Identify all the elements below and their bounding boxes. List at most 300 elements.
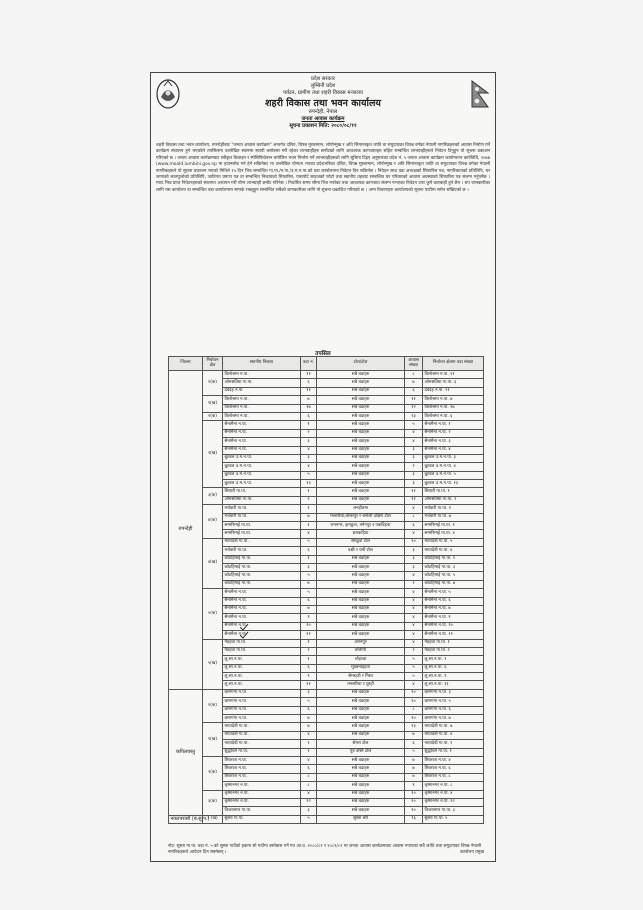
count-cell: १२ [405,404,423,412]
tole-cell: सबै वडाहरु [317,723,405,731]
local-body-cell: बाणगंगा न.पा. [223,689,301,697]
summary-cell: बुटवल उ.म.न.पा. १३ [423,480,484,488]
header-line-1: प्रदेश सरकार [311,76,335,82]
constituency-cell: १(क) [203,371,223,396]
tole-cell: सबै वडाहरु [317,790,405,798]
tole-cell: सबै वडाहरु [317,622,405,630]
tole-cell: जनहीतमा [317,505,405,513]
ward-no-cell: ५ [301,589,317,597]
ward-no-cell: ४ [301,463,317,471]
count-cell: ४ [405,505,423,513]
summary-cell: सैनामैना न.पा. ६ [423,597,484,605]
local-body-cell: शिवराज न.पा. [223,765,301,773]
ward-no-cell: १ [301,639,317,647]
tole-cell: संगढुवा टोल [317,538,405,546]
count-cell: ६ [405,387,423,395]
summary-cell: ओमसतिया गा.पा. २ [423,496,484,504]
ward-no-cell: ४ [301,790,317,798]
summary-cell: गैडहवा गा.पा. २ [423,647,484,655]
tole-cell: सबै वडाहरु [317,756,405,764]
summary-cell: बाणगंगा न.पा. ३ [423,689,484,697]
local-body-cell: सैनामैना न.पा. [223,446,301,454]
count-cell: ४ [405,572,423,580]
table-row [169,589,484,597]
summary-cell: देवदह न.पा. ११ [423,387,484,395]
ward-no-cell: ४ [301,731,317,739]
tole-cell: सबै वडाहरु [317,563,405,571]
local-body-cell: कृष्णनगर न.पा. [223,782,301,790]
tole-cell: सबै वडाहरु [317,782,405,790]
constituency-cell: २(ख) [203,421,223,488]
col-count: आवास संख्या [405,357,423,371]
tole-cell: लोहरडा [317,656,405,664]
count-cell: ४ [405,597,423,605]
constituency-cell: १(क) [203,689,223,723]
summary-cell: मायादेवी गा.पा. ४ [423,731,484,739]
count-cell: ४ [405,438,423,446]
local-body-cell: मायादेवी गा.पा. [223,723,301,731]
count-cell: ३ [405,454,423,462]
count-cell: ११ [405,496,423,504]
local-body-cell: तिलोत्तमा न.पा. [223,412,301,420]
summary-cell: सियारी गा.पा. १ [423,488,484,496]
count-cell: ३ [405,563,423,571]
local-body-cell: मर्चवारी गा.पा. [223,505,301,513]
district-cell: रुपन्देही [169,371,203,690]
table-row [169,421,484,429]
summary-cell: बुटवल उ.म.न.पा. ३ [423,454,484,462]
notice-date: सूचना प्रकाशन मिति: २०८०/०८/११ [289,123,357,130]
summary-cell: कृष्णनगर न.पा. १२ [423,798,484,806]
tole-cell: सबै वडाहरु [317,689,405,697]
ward-no-cell: ७ [301,723,317,731]
tole-cell: सबै वडाहरु [317,706,405,714]
summary-cell: कृष्णनगर न.पा. ८ [423,782,484,790]
table-header-row [169,357,484,371]
ward-no-cell: १ [301,421,317,429]
summary-cell: सैनामैना न.पा. ३ [423,438,484,446]
tole-cell: सबै वडाहरु [317,454,405,462]
ward-no-cell: २ [301,496,317,504]
ward-no-cell: ६ [301,664,317,672]
count-cell: ८ [405,513,423,521]
summary-cell: लु.सा.न.पा. १ [423,656,484,664]
summary-cell: तिलोत्तमा न.पा. ६ [423,412,484,420]
ward-no-cell: १२ [301,798,317,806]
tole-cell: सबै वडाहरु [317,371,405,379]
local-body-cell: सम्मरिमाई गा.पा. [223,530,301,538]
local-body-cell: कृष्णनगर न.पा. [223,798,301,806]
count-cell: ७ [405,765,423,773]
local-body-cell: तिलोत्तमा न.पा. [223,371,301,379]
col-district: जिल्ला [169,357,203,371]
tole-cell: सबै वडाहरु [317,580,405,588]
tole-cell: सबै वडाहरु [317,480,405,488]
summary-cell: मर्चवारी गा.पा. १ [423,505,484,513]
summary-cell: सम्मरिमाई गा.पा. १ [423,522,484,530]
district-cell: कपिलवस्तु [169,689,203,815]
count-cell: ५ [405,656,423,664]
tole-cell: सबै वडाहरु [317,605,405,613]
count-cell: ११ [405,396,423,404]
tole-cell: मल्लरिया,बीरसपुर र बनौली दक्षिण टोल [317,513,405,521]
count-cell: ५ [405,673,423,681]
tole-cell: मनसरिया र धुरही [317,681,405,689]
ward-no-cell: ८ [301,773,317,781]
count-cell: १० [405,807,423,815]
count-cell: ३ [405,547,423,555]
summary-cell: मायादेवी गा.पा. ५ [423,538,484,546]
tole-cell: दक्षी र धनी टोल [317,547,405,555]
local-body-cell: बुटवल उ.म.न.पा. [223,480,301,488]
local-body-cell: गैडहवा गा.पा. [223,639,301,647]
count-cell: ४ [405,681,423,689]
summary-cell: सैनामैना न.पा. ९ [423,614,484,622]
summary-cell: सैनामैना न.पा. १ [423,421,484,429]
count-cell: ३ [405,471,423,479]
count-cell: ९ [405,782,423,790]
ward-no-cell: ११ [301,631,317,639]
local-body-cell: तिलोत्तमा न.पा. [223,404,301,412]
header-line-5: रुपन्देही, नेपाल [308,108,338,115]
ward-no-cell: १ [301,505,317,513]
checkmark-icon [239,623,249,631]
checkmark-icon [239,631,249,639]
local-body-cell: गैडहवा गा.पा. [223,647,301,655]
summary-cell: बुटवल उ.म.न.पा. ५ [423,471,484,479]
count-cell: ७ [405,731,423,739]
ward-no-cell: ३ [301,689,317,697]
tole-cell: सबै वडाहरु [317,698,405,706]
tole-cell: रामनगर, झगडुवा, मनेगपुर र पकडिहवा [317,522,405,530]
local-body-cell: सम्मरिमाई गा.पा. [223,522,301,530]
local-body-cell: लु.सा.न.पा. [223,664,301,672]
beneficiary-table [168,356,484,824]
tole-cell: सेमरा टोल [317,740,405,748]
col-ward-no: वडा नं. [301,357,317,371]
local-body-cell: बुटवल उ.म.न.पा. [223,463,301,471]
ward-no-cell: ४ [301,756,317,764]
tole-cell: सबै वडाहरु [317,589,405,597]
ward-no-cell: ९ [301,614,317,622]
ward-no-cell: ११ [301,681,317,689]
summary-cell: मायादेवी गा.पा. ७ [423,723,484,731]
ward-no-cell: २ [301,429,317,437]
table-row [169,723,484,731]
count-cell: ८ [405,706,423,714]
summary-cell: तिलोत्तमा न.पा. ७ [423,396,484,404]
table-row [169,538,484,546]
count-cell: ४ [405,429,423,437]
footer-note [168,844,484,856]
summary-cell: शिवराज न.पा. ६ [423,765,484,773]
summary-cell: सैनामैना न.पा. ४ [423,446,484,454]
summary-cell: मायादेवी गा.पा. १ [423,740,484,748]
intro-paragraph: शहरी विकास तथा भवन कार्यालय, रुपन्देहीबाट "जनता आवास कार्यक्रम" अन्तर्गत दलित, विपन्न मुसलमान, लोपोन्मुख र अति सिमान्तकृत जाति वा समुदायका विपन्न वर्गका नेपाली नागरिकहरुको आवास निर्माण गर्ने कार्यक्रम संचालन हुने भएकोले तपसिलमा उल्लेखित स्थानमा स्थायी बसोबास गरी रहेका लाभग्राहीहरु छनौटको लागि आवश्यक कागजातहरु सहित सम्बन्धित लाभग्राहीहरुले निवेदन दिनुहुन यो सूचना प्रकाशन गरिएको छ । जनता आवास कार्यक्रमबाट स्वीकृत डिजाइन र स्पेसिफिकेसन बमोजिम भवन निर्माण गर्ने लाभग्राहीहरुको लागि सूचिमा दिइए अनुसारका प्रदेश नं. ५ जनता आवास कार्यक्रम कार्यान्वयन कार्यविधि, २०७७ (www.moald.lumbini.gov.np मा हाउनलोड गर्न हेर्न सकिनेछ) मा उल्लेखित योग्यता भएका प्रदेशभरिका दलित, विपन्न मुसलमान, लोपोन्मुख र अति सिमान्तकृत जाति वा समुदायका विपन्न वर्गका नेपाली नागरिकहरुले यो सूचना प्रकाशन भएको मितिले १५ दिन भित्र सम्बन्धित गा.पा./न.पा./उ.म.न.पा.को वडा कार्यालयमा निवेदन दिन सकिनेछ । निवेदन साथ वडा अध्यक्षको सिफारिस पत्र, नागरिकताको प्रतिलिपि, घर जग्गाको लालपुर्जाको प्रतिलिपि, जातिगत प्रमाण पत्र वा सम्बन्धित निकायको सिफारिस, पासपोर्ट साइजको फोटो तथा स्थानीय तहबाट सम्बन्धित घर परिवारको आवास अवस्थाको सिफारिस पत्र संलग्न गर्नुपर्नेछ । म्याद भित्र प्राप्त निवेदनहरुको स्थलगत अध्ययन गरी योग्य लाभग्राही छनौट गरिनेछ । निर्धारित समय सीमा भित्र नपरेका तथा आवश्यक कागजात संलग्न नभएका निवेदन उपर कुनै कारबाही हुने छैन । थप जानकारीका लागि यस कार्यालय वा सम्बन्धित वडा कार्यालयमा सम्पर्क राख्नुहुन सम्बन्धित सबैको जानकारीका लागि यो सूचना प्रकाशित गरिएको छ । अन्य विवरणहरु कार्यालयको सूचना पाटीमा समेत राखिएको छ । [156,143,490,193]
summary-cell: लु.सा.न.पा. ११ [423,681,484,689]
summary-cell: बाणगंगा न.पा. ५ [423,698,484,706]
tole-cell: छपकहिया [317,530,405,538]
summary-cell: कोटहिमाई गा.पा. ३ [423,563,484,571]
tole-cell: मुडबनाइहवा [317,664,405,672]
table-row [169,396,484,404]
ward-no-cell: ६ [301,412,317,420]
local-body-cell: मर्चवारी गा.पा. [223,547,301,555]
constituency-cell: २(क) [203,756,223,790]
table-row [169,790,484,798]
constituency-cell: १(ख) [203,396,223,413]
table-row [169,689,484,697]
summary-cell: मायादेवी गा.पा. ६ [423,547,484,555]
tole-cell: सबै वडाहरु [317,429,405,437]
tole-cell: सबै वडाहरु [317,807,405,815]
local-body-cell: सैनामैना न.पा. [223,622,301,630]
count-cell: ४ [405,639,423,647]
ward-no-cell: ३ [301,454,317,462]
footer-note-text: नोट: सुस्ता गा.पा. वडा नं. ५ को सुस्ता गाउँको हकमा सो गाउँमा बसोबास गर्ने गत आ.व. २०८०/८१ र २०८१/८२ मा जनता आवास कार्यक्रमबाट आवास नपाएका सबै जाति तथा समुदायका विपन्न नेपाली नागरिकहरुले आवेदन दिन सक्नेछन् । [168,844,482,855]
local-body-cell: सुस्ता गा.पा. [223,815,301,823]
ward-no-cell: ५ [301,538,317,546]
local-body-cell: मायादेवी गा.पा. [223,740,301,748]
local-body-cell: सैनामैना न.पा. [223,605,301,613]
count-cell: ८ [405,371,423,379]
ward-no-cell: ६ [301,706,317,714]
ward-no-cell: ७ [301,580,317,588]
summary-cell: सैनामैना न.पा. ७ [423,605,484,613]
district-cell: नवलपरासी (ब.सु.प.) [170,815,210,822]
count-cell: २ [405,647,423,655]
tole-cell: सबै वडाहरु [317,798,405,806]
summary-cell: गैडहवा गा.पा. १ [423,639,484,647]
count-cell: ४ [405,622,423,630]
local-body-cell: कोटहिमाई गा.पा. [223,555,301,563]
ward-no-cell: १ [301,488,317,496]
tole-cell: सबै वडाहरु [317,438,405,446]
summary-cell: शिवराज न.पा. ८ [423,773,484,781]
constituency-cell: ३(क) [203,488,223,505]
ward-no-cell: ७ [301,715,317,723]
ward-no-cell: १० [301,622,317,630]
col-summary: निर्वाचन क्षेत्रमा वडा संख्या [423,357,484,371]
summary-cell: सम्मरिमाई गा.पा. ४ [423,530,484,538]
local-body-cell: मर्चवारी गा.पा. [223,513,301,521]
tole-cell: सबै वडाहरु [317,404,405,412]
tole-cell: सबै वडाहरु [317,471,405,479]
tole-cell: सबै वडाहरु [317,731,405,739]
local-body-cell: बुटवल उ.म.न.पा. [223,454,301,462]
count-cell: ११ [405,488,423,496]
header-line-3: पर्यटन, ग्रामीण तथा शहरी विकास मन्त्रालय [283,90,363,97]
summary-cell: सैनामैना न.पा. २ [423,429,484,437]
tole-cell: सबै वडाहरु [317,773,405,781]
local-body-cell: सैनामैना न.पा. [223,421,301,429]
local-body-cell: ओमसतिया गा.पा. [223,379,301,387]
summary-cell: बाणगंगा न.पा. ६ [423,706,484,714]
local-body-cell: देवदह न.पा. [223,387,301,395]
count-cell: ७ [405,773,423,781]
summary-cell: मर्चवारी गा.पा. ७ [423,513,484,521]
tole-cell: सबै वडाहरु [317,496,405,504]
count-cell: ६ [405,740,423,748]
summary-cell: विजयनगर गा.पा. ३ [423,807,484,815]
count-cell: ७ [405,756,423,764]
summary-cell: तिलोत्तमा न.पा. १७ [423,404,484,412]
summary-cell: सुस्ता गा.पा. ५ [423,815,484,823]
ward-no-cell: ९ [301,673,317,681]
signature-label: कार्यालय प्रमुख [460,850,484,855]
tole-cell: सबै वडाहरु [317,765,405,773]
local-body-cell: ओमसतिया गा.पा. [223,496,301,504]
constituency-cell: ३(क) [203,790,223,815]
summary-cell: शिवराज न.पा. ४ [423,756,484,764]
local-body-cell: विजयनगर गा.पा. [223,807,301,815]
tole-cell: सबै वडाहरु [317,631,405,639]
ward-no-cell: १७ [301,404,317,412]
ward-no-cell: २ [301,647,317,655]
col-local-body: स्थानीय निकाय [223,357,301,371]
local-body-cell: सियारी गा.पा. [223,488,301,496]
tole-cell: अगनपुर [317,639,405,647]
count-cell: १६ [405,815,423,823]
table-row [169,756,484,764]
ward-no-cell: १ [301,740,317,748]
summary-cell: लु.सा.न.पा. ६ [423,664,484,672]
local-body-cell: कोटहिमाई गा.पा. [223,572,301,580]
local-body-cell: कोटहिमाई गा.पा. [223,580,301,588]
local-body-cell: सैनामैना न.पा. [223,589,301,597]
ward-no-cell: ११ [301,371,317,379]
count-cell: ५ [405,421,423,429]
table-row [169,371,484,379]
tole-cell: सबै वडाहरु [317,463,405,471]
summary-cell: बुटवल उ.म.न.पा. ४ [423,463,484,471]
local-body-cell: मायादेवी गा.पा. [223,538,301,546]
ward-no-cell: १ [301,555,317,563]
constituency-cell: २(क) [203,412,223,420]
local-body-cell: सैनामैना न.पा. [223,597,301,605]
ward-no-cell: ३ [301,807,317,815]
summary-cell: सैनामैना न.पा. १० [423,622,484,630]
count-cell: १० [405,538,423,546]
ward-no-cell: ५ [301,698,317,706]
tole-cell: सबै वडाहरु [317,446,405,454]
letterhead [151,76,495,130]
constituency-cell: ४(ख) [203,538,223,588]
ward-no-cell: १३ [301,480,317,488]
ward-no-cell: ५ [301,572,317,580]
count-cell: ४ [405,530,423,538]
summary-cell: सैनामैना न.पा. ५ [423,589,484,597]
local-body-cell: सैनामैना न.पा. [223,438,301,446]
summary-cell: कोटहिमाई गा.पा. १ [423,555,484,563]
header-line-2: लुम्बिनी प्रदेश [310,83,336,90]
tole-cell: तोलीपी [317,647,405,655]
col-constituency: निर्वाचन क्षेत्र [203,357,223,371]
tole-cell: सबै वडाहरु [317,555,405,563]
count-cell: १० [405,715,423,723]
count-cell: ३ [405,446,423,454]
count-cell: ६ [405,522,423,530]
tole-cell: सबै वडाहरु [317,379,405,387]
summary-cell: शुद्धोधन गा.पा. १ [423,748,484,756]
ward-no-cell: ३ [301,563,317,571]
local-body-cell: कृष्णनगर न.पा. [223,790,301,798]
tole-cell: सबै वडाहरु [317,421,405,429]
table-row [169,412,484,420]
table-row [169,488,484,496]
summary-cell: सैनामैना न.पा. ११ [423,631,484,639]
count-cell: ७ [405,379,423,387]
tole-cell: सबै वडाहरु [317,614,405,622]
constituency-cell: १ (ख) [203,815,223,823]
count-cell: २ [405,580,423,588]
ward-no-cell: ७ [301,513,317,521]
ward-no-cell: ६ [301,597,317,605]
tole-cell: सबै वडाहरु [317,396,405,404]
count-cell: ४ [405,614,423,622]
local-body-cell: बाणगंगा न.पा. [223,706,301,714]
tole-cell: सबै वडाहरु [317,597,405,605]
local-body-cell: सैनामैना न.पा. [223,429,301,437]
summary-cell: कृष्णनगर न.पा. ४ [423,790,484,798]
constituency-cell: ५(क) [203,589,223,639]
count-cell: २ [405,463,423,471]
ward-no-cell: १ [301,656,317,664]
ward-no-cell: ६ [301,547,317,555]
count-cell: ४ [405,589,423,597]
tole-cell: सबै वडाहरु [317,488,405,496]
tole-cell: पूर्व वस्ति टोल [317,748,405,756]
local-body-cell: लु.सा.न.पा. [223,656,301,664]
program-name: जनता आवास कार्यक्रम [301,115,345,122]
tole-cell: सुस्ता बरी [317,815,405,823]
count-cell: १० [405,698,423,706]
table-row [169,505,484,513]
tole-cell: सबै वडाहरु [317,572,405,580]
ward-no-cell: ६ [301,379,317,387]
ward-no-cell: ५ [301,471,317,479]
constituency-cell: १(ख) [203,723,223,757]
ward-no-cell: ३ [301,438,317,446]
count-cell: ३ [405,555,423,563]
count-cell: ४ [405,605,423,613]
count-cell: ५ [405,748,423,756]
constituency-cell: ५(ख) [203,639,223,689]
summary-cell: कोटहिमाई गा.पा. ५ [423,572,484,580]
office-name: शहरी विकास तथा भवन कार्यालय [265,97,381,109]
count-cell: १० [405,798,423,806]
local-body-cell: लु.सा.न.पा. [223,673,301,681]
local-body-cell: बुटवल उ.म.न.पा. [223,471,301,479]
tole-cell: सेमरहरी र मिसा [317,673,405,681]
tole-cell: सबै वडाहरु [317,412,405,420]
ward-no-cell: ४ [301,446,317,454]
count-cell: १० [405,689,423,697]
constituency-cell: ४(क) [203,505,223,539]
local-body-cell: तिलोत्तमा न.पा. [223,396,301,404]
summary-cell: लु.सा.न.पा. ९ [423,673,484,681]
ward-no-cell: ६ [301,765,317,773]
ward-no-cell: १ [301,748,317,756]
local-body-cell: शुद्धोधन गा.पा. [223,748,301,756]
local-body-cell: बाणगंगा न.पा. [223,715,301,723]
ward-no-cell: ७ [301,605,317,613]
notice-sheet [150,72,496,862]
local-body-cell: शिवराज न.पा. [223,773,301,781]
count-cell: ५ [405,664,423,672]
ward-no-cell: ५ [301,815,317,823]
ward-no-cell: १ [301,522,317,530]
